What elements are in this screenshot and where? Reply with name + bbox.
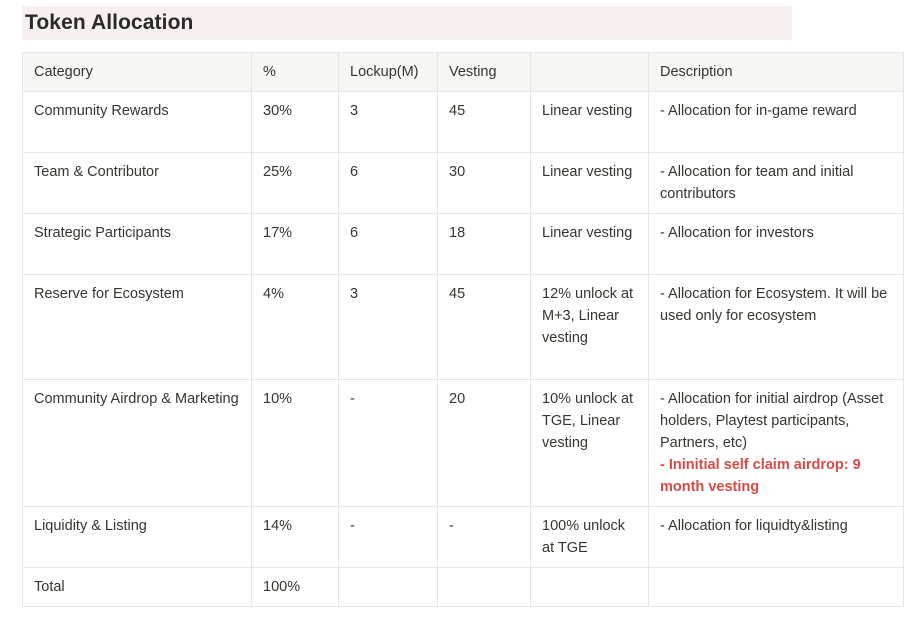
cell-lockup: 6 [339, 214, 438, 275]
total-label: Total [23, 568, 252, 607]
description-text: - Allocation for liquidty&listing [660, 518, 848, 534]
cell-empty [438, 568, 531, 607]
cell-percent: 10% [252, 380, 339, 507]
cell-vesting: 18 [438, 214, 531, 275]
table-row [23, 153, 904, 214]
page-title: Token Allocation [25, 11, 194, 34]
cell-category: Liquidity & Listing [23, 507, 252, 568]
cell-percent: 25% [252, 153, 339, 214]
description-text: - Allocation for initial airdrop (Asset holders, Playtest participants, Partners, etc) [660, 391, 884, 451]
cell-lockup: 3 [339, 275, 438, 380]
cell-vesting: - [438, 507, 531, 568]
cell-vesting: 20 [438, 380, 531, 507]
cell-description [649, 275, 904, 380]
description-text: - Allocation for team and initial contributors [660, 164, 854, 202]
cell-percent: 30% [252, 92, 339, 153]
cell-empty [531, 568, 649, 607]
cell-category: Reserve for Ecosystem [23, 275, 252, 380]
table-row [23, 275, 904, 380]
cell-category: Team & Contributor [23, 153, 252, 214]
description-text: - Allocation for in-game reward [660, 103, 857, 119]
header-lockup: Lockup(M) [339, 53, 438, 92]
table-row [23, 92, 904, 153]
cell-description [649, 92, 904, 153]
header-schedule [531, 53, 649, 92]
cell-description [649, 214, 904, 275]
cell-lockup: - [339, 507, 438, 568]
description-text: - Allocation for investors [660, 225, 814, 241]
cell-schedule: Linear vesting [531, 214, 649, 275]
description-text: - Allocation for Ecosystem. It will be used only for ecosystem [660, 286, 888, 324]
cell-percent: 4% [252, 275, 339, 380]
cell-schedule: Linear vesting [531, 153, 649, 214]
table-header-row [23, 53, 904, 92]
token-allocation-table [22, 52, 904, 607]
cell-empty [649, 568, 904, 607]
cell-category: Community Rewards [23, 92, 252, 153]
table-row [23, 214, 904, 275]
cell-empty [339, 568, 438, 607]
table-row-total [23, 568, 904, 607]
cell-schedule: 12% unlock at M+3, Linear vesting [531, 275, 649, 380]
cell-description [649, 153, 904, 214]
cell-lockup: 6 [339, 153, 438, 214]
cell-schedule: Linear vesting [531, 92, 649, 153]
cell-schedule: 10% unlock at TGE, Linear vesting [531, 380, 649, 507]
cell-percent: 17% [252, 214, 339, 275]
cell-description [649, 507, 904, 568]
cell-category: Strategic Participants [23, 214, 252, 275]
cell-lockup: 3 [339, 92, 438, 153]
cell-vesting: 30 [438, 153, 531, 214]
title-bar [22, 6, 792, 40]
table-row [23, 380, 904, 507]
cell-vesting: 45 [438, 92, 531, 153]
header-category: Category [23, 53, 252, 92]
cell-description [649, 380, 904, 507]
header-description: Description [649, 53, 904, 92]
cell-lockup: - [339, 380, 438, 507]
table-row [23, 507, 904, 568]
header-vesting: Vesting [438, 53, 531, 92]
cell-vesting: 45 [438, 275, 531, 380]
highlight-note: - Ininitial self claim airdrop: 9 month vesting [660, 457, 861, 495]
cell-category: Community Airdrop & Marketing [23, 380, 252, 507]
cell-schedule: 100% unlock at TGE [531, 507, 649, 568]
total-percent: 100% [252, 568, 339, 607]
header-percent: % [252, 53, 339, 92]
cell-percent: 14% [252, 507, 339, 568]
